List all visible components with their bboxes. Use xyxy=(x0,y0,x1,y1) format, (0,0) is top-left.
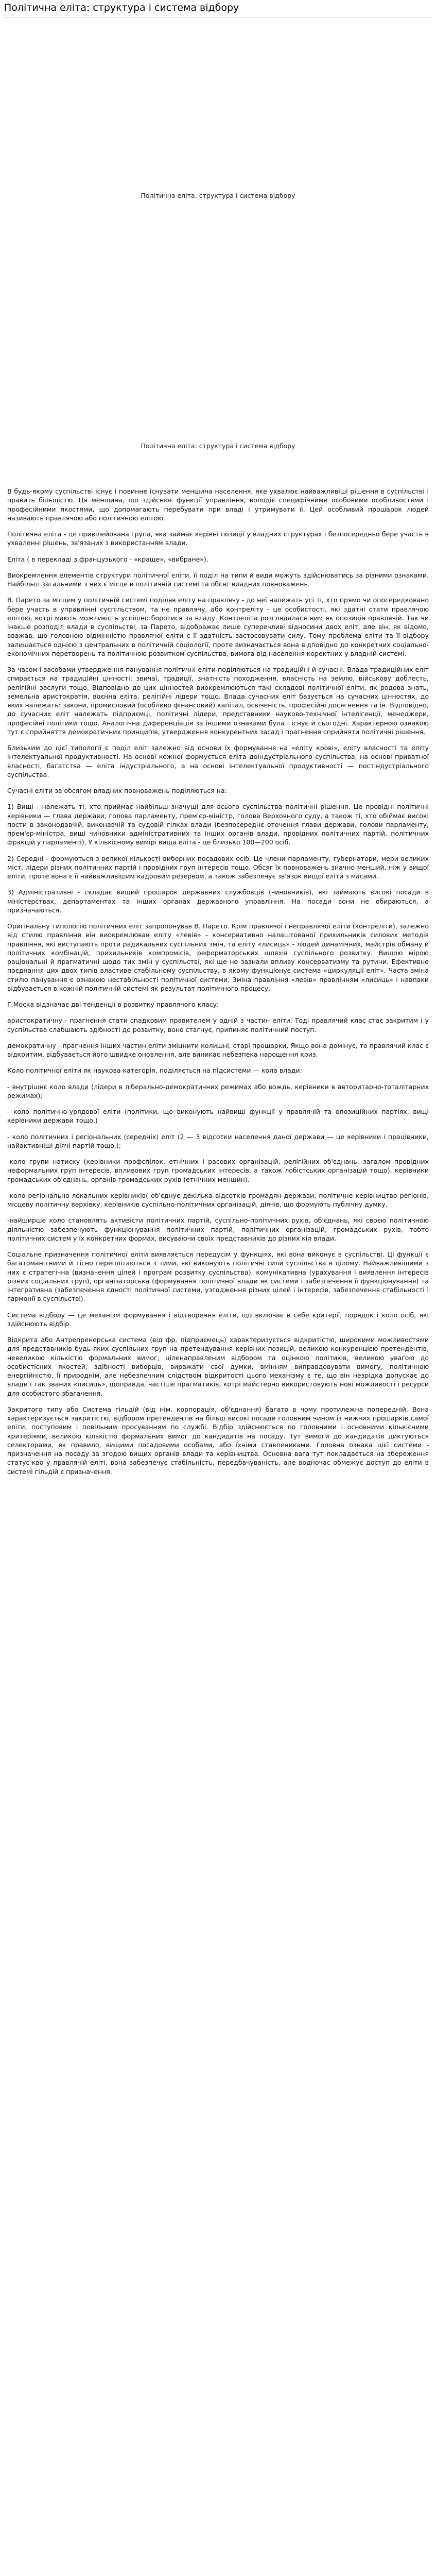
paragraph: -коло групи натиску (керівники профспілок, етнічних і расових організацій, релігійних об'єднань, загалом провідних неформальних груп інтересів, впливових груп громадських інтересів, а також лобістських організацій тощо), керівники громадських об'єднань, органів громадських рухів (етнічних меншин). xyxy=(7,1158,429,1183)
paragraph: Оригінальну типологію політичних еліт запропонував В. Парето. Крім правлячої і неправлячої еліти (контреліти), залежно від стилю правління він виокремлював еліту «левів» - консервативно налаштованої прихильників силових методів правління, які виступають проти радикальних суспільних змін, та еліту «лисиць» - людей динамічних, майстрів обману й політичних комбінацій, прихильників компромісів, реформаторських шляхів суспільного розвитку. Вищою мірою раціональні й прагматичні щодо тих змін у суспільстві, які ще не зазнали впливу консерватизму та рутини. Ефективне поєднання цих двох типів властиве стабільному суспільству, в якому функціонує система «циркуляції еліт». Часта зміна стилю панування є ознакою нестабільності політичної системи. Зміна правління «левів» правлінням «лисиць» і навпаки відбувається в кожній політичній системі як результат політичного процесу. xyxy=(7,922,429,992)
paragraph: Виокремлення елементів структури політичної еліти, її поділ на типи й види можуть здійснюватись за різними ознаками. Найбільш загальними з них є місце в політичній системі та обсяг владних повноважень. xyxy=(7,571,429,588)
paragraph: За часом і засобами утвердження панування політичні еліти поділяються на традиційні й сучасні. Влада традиційних еліт спирається на традиційні цінності: звичаї, традиції, знатність походження, власність на землю, військову доблесть, релігійні заслуги тощо. Відповідно до цих цінностей виокремлюються такі складові політичної еліти, як родова знать, земельна аристократія, воєнна еліта, релігійні лідери тощо. Влада сучасних еліт базується на сучасних цінностях, до яких належать: закони, промисловий (особливо фінансовий) капітал, освіченість, професійні досягнення та ін. Відповідно, до сучасних еліт належать підприємці, політичні лідери, представники науково-технічної інтелігенції, менеджери, професійні політики тощо. Аналогічна диференціація за іншими ознаками була і існує й сьогодні. Характерною ознакою тут є сприйняття демократичних принципів, утвердження конкурентних засад і прагнення сприйняти політичні рішення. xyxy=(7,666,429,736)
paragraph: Соціальне призначення політичної еліти виявляється передусім у функціях, які вона виконує в суспільстві. Ці функції є багатоманітними й тісно переплітаються з тими, які виконують політичні сили суспільства в цілому. Найважливішими з них є стратегічна (визначення цілей і програм розвитку суспільства), комунікативна (урахування і виявлення інтересів різних соціальних груп), організаторська (формування політичної влади як системи і забезпечення її функціонування) та інтегративна (забезпечення єдності політичної системи, узгодження різних цілей і інтересів, забезпечення стабільності і гармонії в суспільстві). xyxy=(7,1250,429,1303)
paragraph: Еліта ( в перекладі з французького - «краще», «вибране»). xyxy=(7,555,208,563)
centered-caption-top: Політична еліта: структура і система відбору xyxy=(141,192,295,199)
paragraph: аристократичну - прагнення стати спадковим правителем у одній з частин еліти. Тоді правлячий клас стає закритим і у суспільства слабшають здібності до розвитку, воно стагнує, припиняє політичний поступ. xyxy=(7,1016,429,1033)
paragraph: Близьким до цієї типології є поділ еліт залежно від основи їх формування на «еліту крові», еліту власності та еліту інтелектуальної продуктивності. На основі кожної формується еліта доіндустріального суспільства, на основі приватної власності, багатства — еліта індустріального, а на основі інтелектуальної продуктивності — постіндустріального суспільства. xyxy=(7,744,429,778)
paragraph: - внутрішнє коло влади (лідери в ліберально-демократичних режимах або вождь, керівники в авторитарно-тоталітарних режимах); xyxy=(7,1082,429,1099)
paragraph: -найширше коло становлять активісти політичних партій, суспільно-політичних рухів, об'єднань, які своєю політичною діяльністю забезпечують функціонування політичних партій, політичних організацій, громадських рухів, тобто політичних систем у їх конкретних формах, висуваючи своїх представників до різних кіл влади. xyxy=(7,1216,429,1242)
paragraph: - коло політично-урядової еліти (політики, що виконують найвищі функції у правлячій та опозиційних партіях, вищі керівники держави тощо.) xyxy=(7,1108,429,1125)
centered-caption-bottom: Політична еліта: структура і система відбору xyxy=(141,442,295,450)
paragraph: демократичну - прагнення інших частин еліти зміцнити колишні, старі прошарки. Якщо вона домінує, то правлячий клас є відкритим, відбувається його швидке оновлення, але виникає небезпека нарощення криз. xyxy=(7,1041,429,1058)
paragraph: 1) Вищі - належать ті, хто приймає найбільш значущі для всього суспільства політичні рішення. Це провідні політичні керівники — глава держави, голова парламенту, прем'єр-міністр, голова Верховного суду, а також ті, хто обіймає високі пости в законодавчій, виконавчій та судовій гілках влади (безпосереднє оточення глави держави, голови парламенту, прем'єр-міністра, вищі чиновники адміністративних та інших органів влади, провідних політичних партій, політичних фракцій у парламенті). У кількісному вимірі вища еліта - це близько 100—200 осіб. xyxy=(7,803,429,846)
paragraph: -коло регіонально-локальних керівників( об'єднує декілька відсотків громадян держави, політичне керівництво регіонів, місцеву політичну верхівку, керівників суспільно-політичних організацій, діячів, що формують публічну думку. xyxy=(7,1191,429,1208)
page-title: Політична еліта: структура і система відбору xyxy=(4,2,239,13)
paragraph: В. Парето за місцем у політичній системі поділяв еліту на правлячу - до неї належать усі ті, хто прямо чи опосередковано бере участь в управлінні суспільством, та не правлячу, або контреліту - це особистості, які здатні стати правлячою елітою, котрі мають можливість успішно боротися за владу. Контреліта розглядалася ним як опозиція правлячій. Так чи інакше розподіл влади в суспільстві, за Парето, відображає лише суперечливі відносини двох еліт, але він, як відомо, вважав, що головною відмінністю правлячої еліти є її здатність застосовувати силу. Тому проблема еліти та її відбору залишається однією з центральних в політичній соціології, проте визначається вона відповідно до конкретних соціально-економічних перетворень та політичною розвитком суспільства, вимога від населення коректних у владній системі. xyxy=(7,596,429,657)
paragraph: 2) Середні - формуються з великої кількості виборних посадових осіб. Це члени парламенту, губернатори, мери великих міст, лідери різних політичних партій і провідних груп інтересів тощо. Обсяг їх повноважень значно менший, ніж у вищої еліти, проте вона є її найважливішим кадровим резервом, а також забезпечує зв'язок вищої еліти з масами. xyxy=(7,854,429,880)
paragraph: Політична еліта - це привілейована група, яка займає керівні позиції у владних структурах і безпосередньо бере участь в ухваленні рішень, зв'язаних з використанням влади. xyxy=(7,530,429,547)
paragraph: - коло політичних і регіональних (середніх) еліт (2 — 3 відсотки населення даної держави — це керівники і працівники, найактивніші діячі партій тощо.); xyxy=(7,1132,429,1149)
paragraph: Коло політичної еліти як наукова категорія, поділяється на підсистеми — кола влади: xyxy=(7,1066,302,1075)
paragraph: Закритого типу або Система гільдій (від нім. корпорація, об'єднання) багато в чому протилежна попередній. Вона характеризується закритістю, відбором претендентів на більш високі посади головним чином із нижчих прошарків самої еліти, поступовим і повільним просуванням по службі. Відбір здійснюється по головними і основними кількісними критеріями, великою кількістю формальних вимог до кандидатів на посаду. Тут вимоги до кандидатів диктуються селекторами, як правило, вищими посадовими особами, або їхніми ставлениками. Головна ознака цієї системи - призначення на посаду за згодою вищих органів влади та керівництва. Основна вага тут покладається на збереження статус-кво у правлячій еліті, вона забезпечує стабільність, передбачуваність, але водночас обмежує доступ до еліти в системі гільдій є призначення. xyxy=(7,1405,429,1476)
paragraph: Г.Моска відзначає дві тенденції в розвитку правлячого класу: xyxy=(7,1001,219,1008)
paragraph: Сучасні еліти за обсягом владних повноважень поділяються на: xyxy=(7,787,227,794)
paragraph: В будь-якому суспільстві існує і повинне існувати меншина населення, яке ухвалює найважливіші рішення в суспільстві і править більшістю. Ця меншина, що здійснює функції управління, володіє специфічними особовими особливостями і професійними якостями, що допомагають перебувати при владі і утримувати її. Цей особливий прошарок людей називають правлячою або політичною елітою. xyxy=(7,487,429,522)
article-body xyxy=(7,487,429,1483)
paragraph: 3) Адміністративні - складає вищий прошарок державних службовців (чиновників), які займають високі посади в міністерствах, департаментах та інших органах державного управління. На посади вони не обираються, а призначаються. xyxy=(7,888,429,914)
paragraph: Відкрита або Антрепренерська система (від фр. підприємець) характеризується відкритістю, широкими можливостями для представників будь-яких суспільних груп на претендування керівних позицій, великою конкуренцією претендентів, невеликою кількістю формальних вимог, ціленаправленим відбором та оцінкою політиків, великою увагою до особистісних якостей, здібності виборців, виражати свої думки, вмінням виправдовувати вимогу, політичною енергійністю. Її природнім, але небезпечним слідством відкритості цього механізму є те, що він незрідка допускає до влади і так званих «лисиць», щоправда, частіше прагматиків, котрі майстерно використовують нові можливості і ресурси для особистого збагачення. xyxy=(7,1336,429,1397)
paragraph: Система відбору — це механізм формування і відтворення еліти, що включає в себе критерії, порядок і коло осіб, які здійснюють відбір. xyxy=(7,1311,429,1328)
